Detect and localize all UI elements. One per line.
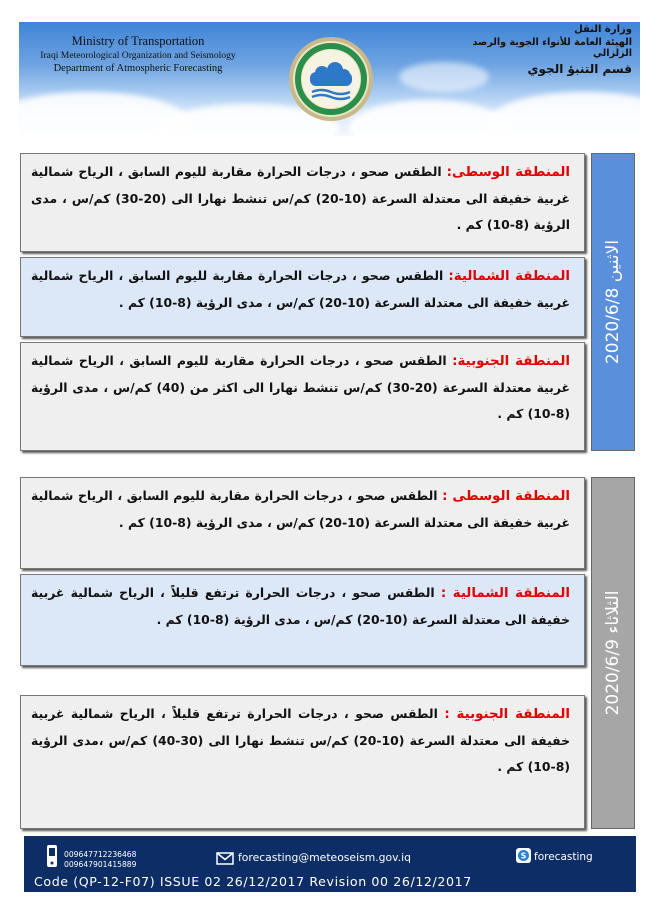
organization-name: Iraqi Meteorological Organization and Seismology — [40, 50, 236, 61]
region-title: المنطقة الجنوبية: — [452, 354, 570, 369]
department-name: Department of Atmospheric Forecasting — [53, 63, 223, 74]
region-title: المنطقة الجنوبية : — [444, 707, 570, 722]
region-title: المنطقة الوسطى: — [446, 165, 570, 180]
ministry-name-arabic: وزارة النقل — [574, 24, 632, 35]
region-forecast-text: الطقس صحو ، درجات الحرارة ترتفع قليلاً ، الرياح شمالية غربية خفيفة الى معتدلة السرعة (10-20) كم/س تنشط نهارا الى (30-40) كم/س ،مدى الرؤية (8-10) كم . — [31, 706, 570, 774]
day-date-band — [591, 153, 635, 451]
organization-name-arabic: الهيئة العامة للأنواء الجوية والرصد الزلزالي — [472, 37, 632, 59]
phone-number: 009647712236468 — [64, 850, 137, 859]
phone-number: 009647901415889 — [64, 860, 137, 869]
region-forecast-text: الطقس صحو ، درجات الحرارة مقاربة لليوم السابق ، الرياح شمالية غربية معتدلة السرعة (20-30) كم/س تنشط نهارا الى اكثر من (40) كم/س ، مدى الرؤية (8-10) كم . — [31, 353, 570, 421]
contact-phones — [64, 850, 136, 870]
organization-logo — [288, 36, 374, 122]
document-code: Code (QP-12-F07) ISSUE 02 26/12/2017 Revision 00 26/12/2017 — [34, 874, 472, 889]
email-icon — [216, 852, 234, 865]
region-forecast-box — [20, 153, 585, 252]
department-name-arabic: قسم التنبؤ الجوي — [527, 62, 632, 76]
mobile-phone-icon — [46, 844, 58, 868]
day-section — [20, 477, 637, 829]
header-banner — [19, 22, 640, 136]
region-forecast-box — [20, 574, 585, 666]
header-arabic-text — [432, 24, 632, 76]
ministry-name: Ministry of Transportation — [71, 34, 205, 48]
day-date-band — [591, 477, 635, 829]
region-forecast-box — [20, 695, 585, 829]
region-title: المنطقة الشمالية : — [440, 586, 570, 601]
email-address[interactable]: forecasting@meteoseism.gov.iq — [238, 851, 411, 864]
footer-bar — [24, 836, 636, 892]
region-forecast-box — [20, 342, 585, 451]
region-forecast-text: الطقس صحو ، درجات الحرارة ترتفع قليلاً ، الرياح شمالية غربية خفيفة الى معتدلة السرعة (10-20) كم/س ، مدى الرؤية (8-10) كم . — [31, 585, 570, 627]
skype-contact[interactable]: forecasting — [534, 851, 593, 863]
header-english-text — [23, 34, 253, 74]
svg-text:S: S — [520, 851, 527, 861]
day-date-label: الاثنين 2020/6/8 — [603, 239, 623, 365]
region-forecast-text: الطقس صحو ، درجات الحرارة مقاربة لليوم السابق ، الرياح شمالية غربية خفيفة الى معتدلة السرعة (10-20) كم/س تنشط نهارا الى (20-30) كم/س ، مدى الرؤية (8-10) كم . — [31, 164, 571, 232]
day-date-label: الثلاثاء 2020/6/9 — [603, 590, 623, 716]
region-title: المنطقة الوسطى : — [442, 489, 570, 504]
region-forecast-box — [20, 477, 585, 569]
skype-icon — [516, 848, 531, 863]
region-forecast-text: الطقس صحو ، درجات الحرارة مقاربة لليوم السابق ، الرياح شمالية غربية خفيفة الى معتدلة السرعة (10-20) كم/س ، مدى الرؤية (8-10) كم . — [31, 268, 570, 310]
region-forecast-text: الطقس صحو ، درجات الحرارة مقاربة لليوم السابق ، الرياح شمالية غربية خفيفة الى معتدلة السرعة (10-20) كم/س ، مدى الرؤية (8-10) كم . — [31, 488, 570, 530]
day-section — [20, 153, 637, 451]
region-title: المنطقة الشمالية: — [448, 269, 570, 284]
region-forecast-box — [20, 257, 585, 337]
